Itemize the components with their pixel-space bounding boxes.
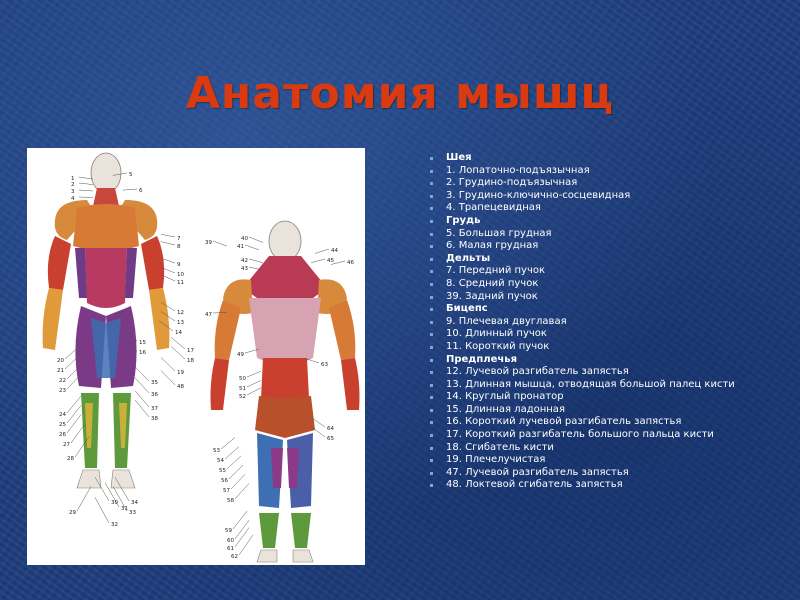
slide-title: Анатомия мышц — [185, 68, 615, 119]
back-label: 52 — [239, 394, 246, 400]
front-upper-arm-right — [141, 236, 164, 290]
label-leader-line — [71, 424, 85, 443]
front-label: 28 — [67, 456, 74, 462]
front-feet — [77, 470, 135, 488]
label-leader-line — [235, 520, 249, 539]
front-forearm-right — [149, 288, 169, 350]
front-label: 33 — [129, 510, 136, 516]
front-upper-arm-left — [48, 236, 71, 290]
front-label: 9 — [177, 262, 181, 268]
bodies-group — [43, 153, 360, 562]
label-leader-line — [249, 237, 263, 242]
list-item: 18. Сгибатель кисти — [428, 442, 788, 455]
label-leader-line — [79, 177, 93, 179]
front-label: 48 — [177, 384, 184, 390]
front-label: 11 — [177, 280, 184, 286]
label-leader-line — [135, 378, 149, 393]
back-label: 65 — [327, 436, 334, 442]
back-label: 55 — [219, 468, 226, 474]
back-lower — [261, 358, 309, 398]
front-label: 25 — [59, 422, 66, 428]
label-leader-line — [67, 415, 81, 433]
label-leader-line — [245, 245, 259, 250]
label-leader-line — [161, 234, 175, 237]
back-figure — [211, 221, 360, 562]
back-calf-left — [259, 513, 279, 548]
front-label: 21 — [57, 368, 64, 374]
list-item: 19. Плечелучистая — [428, 454, 788, 467]
list-item: 16. Короткий лучевой разгибатель запястья — [428, 416, 788, 429]
back-forearm-left — [211, 358, 230, 410]
list-item: 12. Лучевой разгибатель запястья — [428, 366, 788, 379]
front-neck — [93, 188, 119, 206]
front-label: 4 — [71, 196, 75, 202]
back-label: 49 — [237, 352, 244, 358]
label-leader-line — [135, 391, 149, 407]
back-head — [269, 221, 301, 261]
back-upper-arm-left — [215, 300, 241, 360]
back-label: 59 — [225, 528, 232, 534]
back-label: 63 — [321, 362, 328, 368]
back-label: 47 — [205, 312, 212, 318]
anatomy-muscles-illustration — [27, 148, 365, 565]
label-leader-line — [233, 511, 247, 529]
front-label: 10 — [177, 272, 184, 278]
front-label: 17 — [187, 348, 194, 354]
label-leader-line — [249, 259, 263, 263]
back-label: 57 — [223, 488, 230, 494]
front-label: 30 — [111, 500, 118, 506]
back-glutes — [255, 396, 315, 438]
back-label: 50 — [239, 376, 246, 382]
list-item: 13. Длинная мышца, отводящая большой палец кисти — [428, 379, 788, 392]
front-label: 24 — [59, 412, 66, 418]
back-label: 51 — [239, 386, 246, 392]
label-leader-line — [247, 371, 261, 377]
list-item: 14. Круглый пронатор — [428, 391, 788, 404]
list-item: 17. Короткий разгибатель большого пальца кисти — [428, 429, 788, 442]
front-label: 8 — [177, 244, 181, 250]
front-label: 15 — [139, 340, 146, 346]
front-label: 31 — [121, 506, 128, 512]
label-leader-line — [229, 465, 243, 479]
label-leader-line — [247, 388, 261, 395]
front-label: 13 — [177, 320, 184, 326]
back-label: 46 — [347, 260, 354, 266]
list-item: 9. Плечевая двуглавая — [428, 316, 788, 329]
front-label: 35 — [151, 380, 158, 386]
front-label: 14 — [175, 330, 182, 336]
label-leader-line — [225, 447, 239, 459]
front-chest — [73, 204, 139, 251]
label-leader-line — [227, 456, 241, 469]
label-leader-line — [247, 380, 261, 387]
front-label: 3 — [71, 189, 75, 195]
list-heading: Дельты — [428, 253, 788, 266]
front-label: 6 — [139, 188, 143, 194]
label-leader-line — [221, 437, 235, 449]
label-leader-line — [79, 183, 93, 185]
label-leader-line — [171, 347, 185, 359]
label-leader-line — [311, 259, 325, 263]
back-label: 39 — [205, 240, 212, 246]
front-label: 1 — [71, 176, 75, 182]
front-forearm-left — [43, 288, 63, 350]
back-forearm-right — [341, 358, 360, 410]
back-calf-right — [291, 513, 311, 548]
list-item: 48. Локтевой сгибатель запястья — [428, 479, 788, 492]
label-leader-line — [95, 497, 109, 523]
front-label: 34 — [131, 500, 138, 506]
front-label: 5 — [129, 172, 133, 178]
list-item: 5. Большая грудная — [428, 228, 788, 241]
label-leader-line — [161, 242, 175, 245]
list-item: 6. Малая грудная — [428, 240, 788, 253]
label-leader-line — [135, 367, 149, 381]
label-leader-line — [161, 358, 175, 371]
list-item: 39. Задний пучок — [428, 291, 788, 304]
front-label: 26 — [59, 432, 66, 438]
front-label: 2 — [71, 182, 75, 188]
back-label: 64 — [327, 426, 334, 432]
front-abdomen — [85, 248, 127, 308]
front-label: 23 — [59, 388, 66, 394]
label-leader-line — [311, 426, 325, 437]
back-label: 43 — [241, 266, 248, 272]
label-leader-line — [315, 249, 329, 253]
label-leader-line — [161, 370, 175, 385]
back-label: 61 — [227, 546, 234, 552]
back-label: 54 — [217, 458, 224, 464]
front-label: 36 — [151, 392, 158, 398]
back-label: 45 — [327, 258, 334, 264]
front-label: 27 — [63, 442, 70, 448]
label-leader-line — [135, 400, 149, 417]
front-label: 38 — [151, 416, 158, 422]
label-leader-line — [123, 189, 137, 190]
list-heading: Бицепс — [428, 303, 788, 316]
list-item: 11. Короткий пучок — [428, 341, 788, 354]
front-label: 19 — [177, 370, 184, 376]
list-item: 7. Передний пучок — [428, 265, 788, 278]
list-item: 8. Средний пучок — [428, 278, 788, 291]
label-leader-line — [77, 486, 91, 511]
back-label: 53 — [213, 448, 220, 454]
front-label: 20 — [57, 358, 64, 364]
label-leader-line — [231, 474, 245, 489]
list-item: 47. Лучевой разгибатель запястья — [428, 467, 788, 480]
label-leader-line — [239, 535, 253, 555]
list-item: 4. Трапецевидная — [428, 202, 788, 215]
list-heading: Шея — [428, 152, 788, 165]
list-item: 1. Лопаточно-подъязычная — [428, 165, 788, 178]
front-label: 29 — [69, 510, 76, 516]
list-heading: Предплечья — [428, 354, 788, 367]
label-leader-line — [171, 337, 185, 349]
back-label: 42 — [241, 258, 248, 264]
front-label: 22 — [59, 378, 66, 384]
label-leader-line — [113, 486, 127, 511]
list-item: 2. Грудино-подъязычная — [428, 177, 788, 190]
back-label: 58 — [227, 498, 234, 504]
back-label: 40 — [241, 236, 248, 242]
label-leader-line — [67, 405, 81, 423]
list-item: 10. Длинный пучок — [428, 328, 788, 341]
front-head — [91, 153, 121, 193]
list-heading: Грудь — [428, 215, 788, 228]
label-leader-line — [95, 477, 109, 501]
label-leader-line — [213, 241, 227, 246]
front-label: 18 — [187, 358, 194, 364]
back-upper-arm-right — [329, 300, 355, 360]
back-label: 60 — [227, 538, 234, 544]
list-item: 15. Длинная ладонная — [428, 404, 788, 417]
label-leader-line — [79, 190, 93, 191]
label-leader-line — [67, 396, 81, 413]
anatomy-svg — [27, 148, 365, 565]
front-label: 37 — [151, 406, 158, 412]
back-label: 44 — [331, 248, 338, 254]
back-feet — [257, 550, 313, 562]
front-label: 12 — [177, 310, 184, 316]
back-label: 62 — [231, 554, 238, 560]
front-label: 7 — [177, 236, 181, 242]
list-item: 3. Грудино-ключично-сосцевидная — [428, 190, 788, 203]
front-label: 32 — [111, 522, 118, 528]
muscle-list — [428, 152, 788, 492]
back-label: 56 — [221, 478, 228, 484]
front-label: 16 — [139, 350, 146, 356]
back-label: 41 — [237, 244, 244, 250]
label-leader-line — [235, 483, 249, 499]
back-hamstrings-inner — [271, 448, 299, 488]
